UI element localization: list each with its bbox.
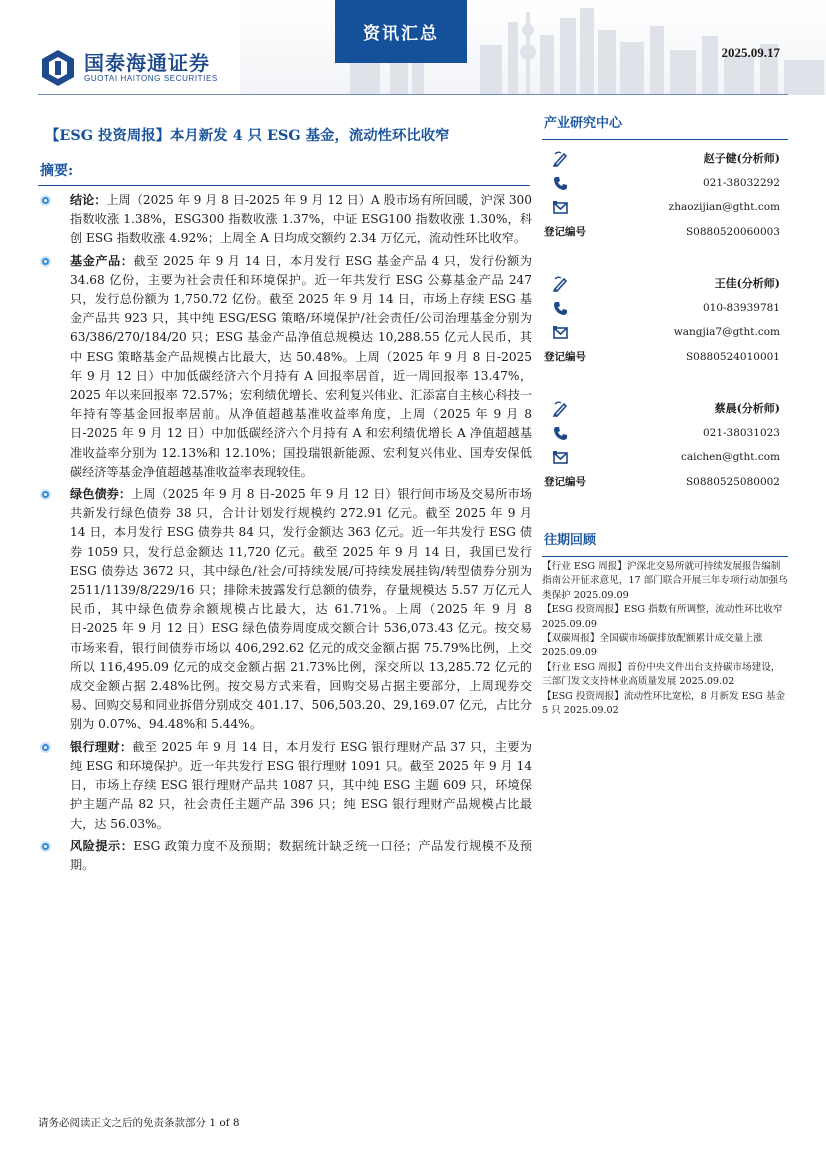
- past-reports-section: [542, 532, 788, 718]
- bullet-icon: [40, 489, 51, 500]
- bullet-icon: [40, 841, 51, 852]
- past-report-link[interactable]: 【双碳周报】全国碳市场碳排放配额累计成交量上涨 2025.09.09: [542, 633, 763, 659]
- mail-icon: [552, 324, 569, 341]
- analyst-name: 蔡晨(分析师): [714, 402, 780, 416]
- analyst-phone: 021-38031023: [702, 426, 780, 439]
- abstract-divider: [38, 185, 530, 186]
- past-reports-heading: 往期回顾: [544, 533, 597, 548]
- analyst-registration-row: [542, 220, 788, 245]
- point-text: 截至 2025 年 9 月 14 日，本月发行 ESG 基金产品 4 只，发行份额为 34.68 亿份，主要为社会责任和环境保护。近一年共发行 ESG 公募基金产品 247 只，发行总份额为 1,750.72 亿份。截至 2025 年 9 月 14 日，市场上存续 ESG 基金产品共 923 只，其中纯 ESG/ESG 策略/环境保护/社会责任/公司治理基金分别为 63/386/270/184/20 只；ESG 基金产品净值总规模达 10,288.55 亿元人民币，其中 ESG 策略基金产品规模占比最大，达 50.48%。上周（2025 年 9 月 8 日-2025 年 9 月 12 日）中加低碳经济六个月持有 A 回报率居首，近一周回报率 13.47%，2025 年以来回报率 72.57%；宏利绩优增长、宏利复兴伟业、汇添富自主核心科技一年持有等基金回报率居前。从净值超越基准收益率角度，上周（2025 年 9 月 8 日-2025 年 9 月 12 日）中加低碳经济六个月持有 A 和宏利绩优增长 A 净值超越基准收益率分别为 12.13%和 12.10%；国投瑞银新能源、宏利复兴伟业、国寿安保低碳经济等基金净值超越基准收益率表现较佳。: [70, 253, 533, 479]
- analyst-name: 王佳(分析师): [714, 277, 780, 291]
- point-label: 绿色债券：: [70, 487, 132, 502]
- summary-points: [38, 191, 532, 878]
- mail-icon: [552, 449, 569, 466]
- summary-point-risk: [38, 837, 532, 875]
- disclaimer-footer: 请务必阅读正文之后的免责条款部分 1 of 8: [38, 1117, 240, 1129]
- analyst-phone-row: [542, 296, 788, 321]
- analyst-phone: 010-83939781: [702, 301, 780, 314]
- point-text: 上周（2025 年 9 月 8 日-2025 年 9 月 12 日）A 股市场有所回暖，沪深 300 指数收涨 1.38%，ESG300 指数收涨 1.37%，中证 ESG100 指数收涨 1.30%，科创 ESG 指数收涨 4.92%；上周全 A 日均成交额约 2.34 万亿元，流动性环比收窄。: [70, 193, 532, 246]
- past-reports-divider: [542, 556, 788, 557]
- past-report-link[interactable]: 【行业 ESG 周报】沪深北交易所就可持续发展报告编制指南公开征求意见，17 部门联合开展三年专项行动加强乌类保护 2025.09.09: [542, 561, 788, 601]
- registration-number: S0880524010001: [685, 350, 780, 363]
- bullet-icon: [40, 256, 51, 267]
- sidebar: [542, 115, 788, 718]
- report-date: 2025.09.17: [721, 45, 780, 60]
- phone-icon: [552, 300, 569, 317]
- analyst-email[interactable]: zhaozijian@gtht.com: [668, 201, 780, 214]
- point-label: 风险提示：: [70, 838, 134, 853]
- phone-icon: [552, 425, 569, 442]
- analyst-phone: 021-38032292: [702, 176, 780, 189]
- research-center-heading: 产业研究中心: [544, 116, 623, 131]
- point-label: 基金产品：: [70, 253, 134, 268]
- page-header: [0, 0, 826, 95]
- pen-icon: [552, 150, 569, 167]
- summary-point-funds: [38, 252, 532, 482]
- registration-number: S0880525080002: [685, 475, 780, 488]
- summary-point-conclusion: [38, 191, 532, 249]
- pen-icon: [552, 400, 569, 417]
- registration-label: 登记编号: [544, 226, 586, 239]
- analyst-name-row: [542, 146, 788, 171]
- report-type-banner: [335, 0, 467, 63]
- pen-icon: [552, 275, 569, 292]
- point-text: 上周（2025 年 9 月 8 日-2025 年 9 月 12 日）银行间市场及交易所市场共新发行绿色债券 38 只，合计计划发行规模约 272.91 亿元。截至 2025 年 9 月 14 日，本月发行 ESG 债券共 84 只，发行金额达 363 亿元。近一年共发行 ESG 债券 1059 只，发行总金额达 11,720 亿元。截至 2025 年 9 月 14 日，我国已发行 ESG 债券达 3672 只，其中绿色/社会/可持续发展/可持续发展挂钩/转型债券分别为 2511/1139/8/229/16 只；排除未披露发行总额的债券，存量规模达 5.57 万亿元人民币，其中绿色债券余额规模占比最大，达 61.71%。上周（2025 年 9 月 8 日-2025 年 9 月 12 日）ESG 绿色债券周度成交额合计 536,073.43 亿元。按交易市场来看，银行间债券市场以 406,292.62 亿元的成交金额占据 75.79%比例，上交所以 116,495.09 亿元的成交金额占据 21.73%比例，深交所以 13,285.72 亿元的成交金额占据 2.48%比例。按交易方式来看，回购交易占据主要部分，上周现券交易、回购交易和同业拆借分别成交 401.17、506,503.20、29,169.07 亿元，占比分别为 0.07%、94.48%和 5.44%。: [70, 487, 533, 732]
- analyst-registration-row: [542, 345, 788, 370]
- report-title: 【ESG 投资周报】本月新发 4 只 ESG 基金，流动性环比收窄: [45, 127, 450, 144]
- point-text: ESG 政策力度不及预期；数据统计缺乏统一口径；产品发行规模不及预期。: [70, 838, 532, 872]
- analyst-registration-row: [542, 470, 788, 495]
- summary-point-green-bonds: [38, 485, 532, 735]
- mail-icon: [552, 199, 569, 216]
- bullet-icon: [40, 195, 51, 206]
- analyst-email[interactable]: wangjia7@gtht.com: [673, 326, 780, 339]
- analyst-phone-row: [542, 171, 788, 196]
- bullet-icon: [40, 742, 51, 753]
- point-label: 银行理财：: [70, 739, 133, 754]
- registration-number: S0880520060003: [685, 225, 780, 238]
- abstract-heading-label: 摘要:: [40, 163, 74, 179]
- summary-point-bank-wealth: [38, 738, 532, 834]
- analyst-name: 赵子健(分析师): [703, 152, 780, 166]
- sidebar-divider: [542, 139, 788, 140]
- point-text: 截至 2025 年 9 月 14 日，本月发行 ESG 银行理财产品 37 只，主要为纯 ESG 和环境保护。近一年共发行 ESG 银行理财 1091 只。截至 2025 年 9 月 14 日，市场上存续 ESG 银行理财产品共 1087 只，其中纯 ESG 主题 609 只，环境保护主题产品 82 只，社会责任主题产品 396 只；纯 ESG 银行理财产品规模占比最大，达 56.03%。: [70, 739, 532, 831]
- analyst-name-row: [542, 271, 788, 296]
- report-type-label: 资讯汇总: [363, 24, 439, 44]
- analyst-email-row: [542, 445, 788, 470]
- analyst-card: [542, 271, 788, 369]
- past-report-link[interactable]: 【行业 ESG 周报】首份中央文件出台支持碳市场建设，三部门发文支持林业高质量发展 2025.09.02: [542, 661, 781, 688]
- abstract-heading: [38, 160, 530, 186]
- company-logo: [38, 48, 218, 88]
- analyst-email[interactable]: caichen@gtht.com: [680, 451, 780, 464]
- analyst-email-row: [542, 195, 788, 220]
- analyst-phone-row: [542, 421, 788, 446]
- header-divider: [38, 94, 788, 95]
- registration-label: 登记编号: [544, 351, 586, 364]
- company-logo-icon: [38, 48, 78, 88]
- analyst-card: [542, 146, 788, 244]
- analyst-email-row: [542, 320, 788, 345]
- analyst-name-row: [542, 396, 788, 421]
- point-label: 结论：: [70, 193, 107, 207]
- past-report-link[interactable]: 【ESG 投资周报】流动性环比宽松，8 月新发 ESG 基金 5 只 2025.09.02: [542, 690, 786, 717]
- logo-chinese-name: 国泰海通证券: [84, 51, 210, 75]
- phone-icon: [552, 175, 569, 192]
- past-reports-list: [542, 560, 788, 718]
- past-report-link[interactable]: 【ESG 投资周报】ESG 指数有所调整，流动性环比收窄 2025.09.09: [542, 604, 783, 630]
- logo-english-name: GUOTAI HAITONG SECURITIES: [84, 74, 218, 83]
- registration-label: 登记编号: [544, 476, 586, 489]
- analyst-card: [542, 396, 788, 494]
